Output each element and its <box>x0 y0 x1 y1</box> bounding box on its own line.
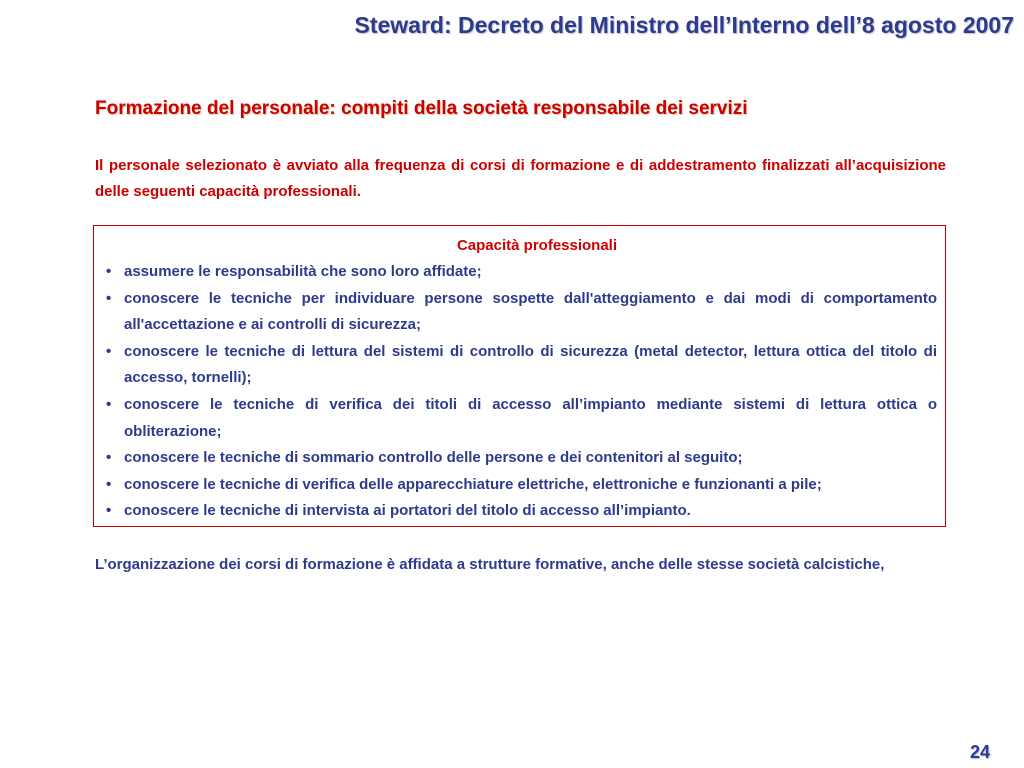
page-number: 24 <box>969 742 990 762</box>
list-item <box>102 339 937 392</box>
capabilities-box <box>93 225 946 527</box>
bullet-icon: • <box>106 342 112 360</box>
list-item <box>102 445 937 472</box>
list-item <box>102 498 937 525</box>
list-item <box>102 472 937 499</box>
list-item-text: conoscere le tecniche di verifica dei titoli di accesso all’impianto mediante sistemi di lettura ottica o obliterazione; <box>124 395 937 440</box>
list-item <box>102 286 937 339</box>
list-item-text: conoscere le tecniche per individuare persone sospette dall'atteggiamento e dai modi di comportamento all'accettazione e ai controlli di sicurezza; <box>124 289 937 334</box>
capabilities-box-title: Capacità professionali <box>456 237 618 254</box>
bullet-icon: • <box>106 475 112 493</box>
list-item <box>102 392 937 445</box>
bullet-icon: • <box>106 263 112 280</box>
list-item-text: assumere le responsabilità che sono loro affidate; <box>124 263 482 280</box>
list-item-text: conoscere le tecniche di lettura del sistemi di controllo di sicurezza (metal detector, lettura ottica del titolo di accesso, tornelli); <box>124 342 937 387</box>
intro-paragraph: Il personale selezionato è avviato alla frequenza di corsi di formazione e di addestramento finalizzati all’acquisizione delle seguenti capacità professionali. <box>95 157 946 200</box>
bullet-icon: • <box>106 289 112 307</box>
section-title: Formazione del personale: compiti della società responsabile dei servizi <box>95 98 748 119</box>
list-item-text: conoscere le tecniche di sommario controllo delle persone e dei contenitori al seguito; <box>124 449 743 467</box>
bullet-icon: • <box>106 449 112 467</box>
bullet-icon: • <box>106 395 112 413</box>
slide-header-title: Steward: Decreto del Ministro dell’Interno dell’8 agosto 2007 <box>354 12 1014 38</box>
bullet-icon: • <box>106 502 112 520</box>
capabilities-list <box>102 259 937 525</box>
list-item-text: conoscere le tecniche di intervista ai portatori del titolo di accesso all’impianto. <box>124 502 691 520</box>
list-item <box>102 259 937 286</box>
outro-paragraph: L’organizzazione dei corsi di formazione è affidata a strutture formative, anche delle stesse società calcistiche, <box>95 556 885 573</box>
list-item-text: conoscere le tecniche di verifica delle apparecchiature elettriche, elettroniche e funzionanti a pile; <box>124 475 822 493</box>
